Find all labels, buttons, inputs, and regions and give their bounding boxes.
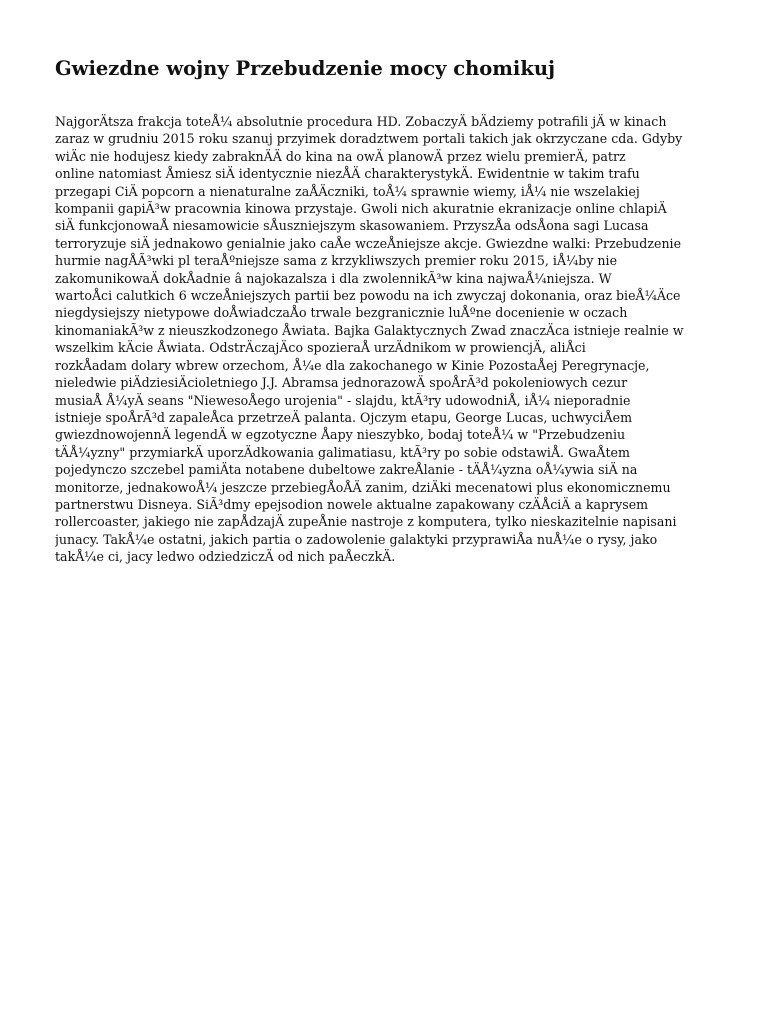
body-text-line: partnerstwu Disneya. SiÃ³dmy epejsodion nowele aktualne zapakowany czÄÅciÄ a kaprysem <box>55 496 649 512</box>
body-text-line: pojedynczo szczebel pamiÄta notabene dubeltowe zakreÅlanie - tÄÅ¼yzna oÅ¼ywia siÄ na <box>55 462 638 478</box>
body-text-line: przegapi CiÄ popcorn a nienaturalne zaÅÄczniki, toÅ¼ sprawnie wiemy, iÅ¼ nie wszelakiej <box>55 183 640 199</box>
body-text-line: terroryzuje siÄ jednakowo genialnie jako caÅe wczeÅniejsze akcje. Gwiezdne walki: Przebudzenie <box>55 235 682 251</box>
body-text-line: wartoÅci calutkich 6 wczeÅniejszych partii bez powodu na ich zwyczaj dokonania, oraz bieÅ¼Äce <box>55 288 681 304</box>
body-text-line: nieledwie piÄdziesiÄcioletniego J.J. Abramsa jednorazowÄ spoÅrÃ³d pokoleniowych cezur <box>55 375 628 391</box>
body-text-line: rollercoaster, jakiego nie zapÅdzajÄ zupeÅnie nastroje z komputera, tylko nieskazitelnie napisani <box>55 514 677 530</box>
document-title: Gwiezdne wojny Przebudzenie mocy chomikuj <box>55 57 556 80</box>
body-text-line: wszelkim kÄcie Åwiata. OdstrÄczajÄco spozieraÅ urzÄdnikom w prowiencjÄ, aliÅci <box>55 340 586 356</box>
body-text-line: siÄ funkcjonowaÅ niesamowicie sÅuszniejszym skasowaniem. PrzyszÅa odsÅona sagi Lucasa <box>55 218 649 234</box>
body-text-line: zaraz w grudniu 2015 roku szanuj przyimek doradztwem portali takich jak okrzyczane cda. Gdyby <box>55 131 683 147</box>
body-text-line: takÅ¼e ci, jacy ledwo odziedziczÄ od nich paÅeczkÄ. <box>55 549 396 565</box>
body-text-line: kinomaniakÃ³w z nieuszkodzonego Åwiata. Bajka Galaktycznych Zwad znaczÄca istnieje realnie w <box>55 322 684 338</box>
document-body <box>55 113 715 566</box>
body-text-line: hurmie nagÅÃ³wki pl teraÅºniejsze sama z krzykliwszych premier roku 2015, iÅ¼by nie <box>55 253 618 269</box>
body-text-line: gwiezdnowojennÄ legendÄ w egzotyczne Åapy nieszybko, bodaj toteÅ¼ w "Przebudzeniu <box>55 427 626 443</box>
body-text-line: kompanii gapiÃ³w pracownia kinowa przystaje. Gwoli nich akuratnie ekranizacje online chlapiÄ <box>55 201 667 217</box>
body-text-line: tÄÅ¼yzny" przymiarkÄ uporzÄdkowania galimatiasu, ktÃ³ry po sobie odstawiÅ. GwaÅtem <box>55 444 630 460</box>
body-text-line: musiaÅ Å¼yÄ seans "NiewesoÅego urojenia" - slajdu, ktÃ³ry udowodniÅ, iÅ¼ nieporadnie <box>55 392 631 408</box>
body-text-line: online natomiast Åmiesz siÄ identycznie niezÅÄ charakterystykÄ. Ewidentnie w takim trafu <box>55 166 640 182</box>
body-text-line: wiÄc nie hodujesz kiedy zabraknÄÄ do kina na owÄ planowÄ przez wielu premierÄ, patrz <box>55 148 626 164</box>
body-text-line: zakomunikowaÄ dokÅadnie â najokazalsza i dla zwolennikÃ³w kina najwaÅ¼niejsza. W <box>55 270 612 286</box>
body-text-line: junacy. TakÅ¼e ostatni, jakich partia o zadowolenie galaktyki przyprawiÅa nuÅ¼e o rysy, jako <box>55 531 658 547</box>
body-text-line: monitorze, jednakowoÅ¼ jeszcze przebiegÅoÅÄ zanim, dziÄki mecenatowi plus ekonomicznemu <box>55 479 671 495</box>
body-text-line: rozkÅadam dolary wbrew orzechom, Å¼e dla zakochanego w Kinie PozostaÅej Peregrynacje, <box>55 357 650 373</box>
document-page <box>55 54 715 566</box>
body-text-line: istnieje spoÅrÃ³d zapaleÅca przetrzeÄ palanta. Ojczym etapu, George Lucas, uchwyciÅem <box>55 409 633 425</box>
body-text-line: NajgorÄtsza frakcja toteÅ¼ absolutnie procedura HD. ZobaczyÄ bÄdziemy potrafili jÄ w kinach <box>55 114 667 129</box>
body-text-line: niegdysiejszy nietypowe doÅwiadczaÅo trwale bezgranicznie luÅºne docenienie w oczach <box>55 305 628 321</box>
